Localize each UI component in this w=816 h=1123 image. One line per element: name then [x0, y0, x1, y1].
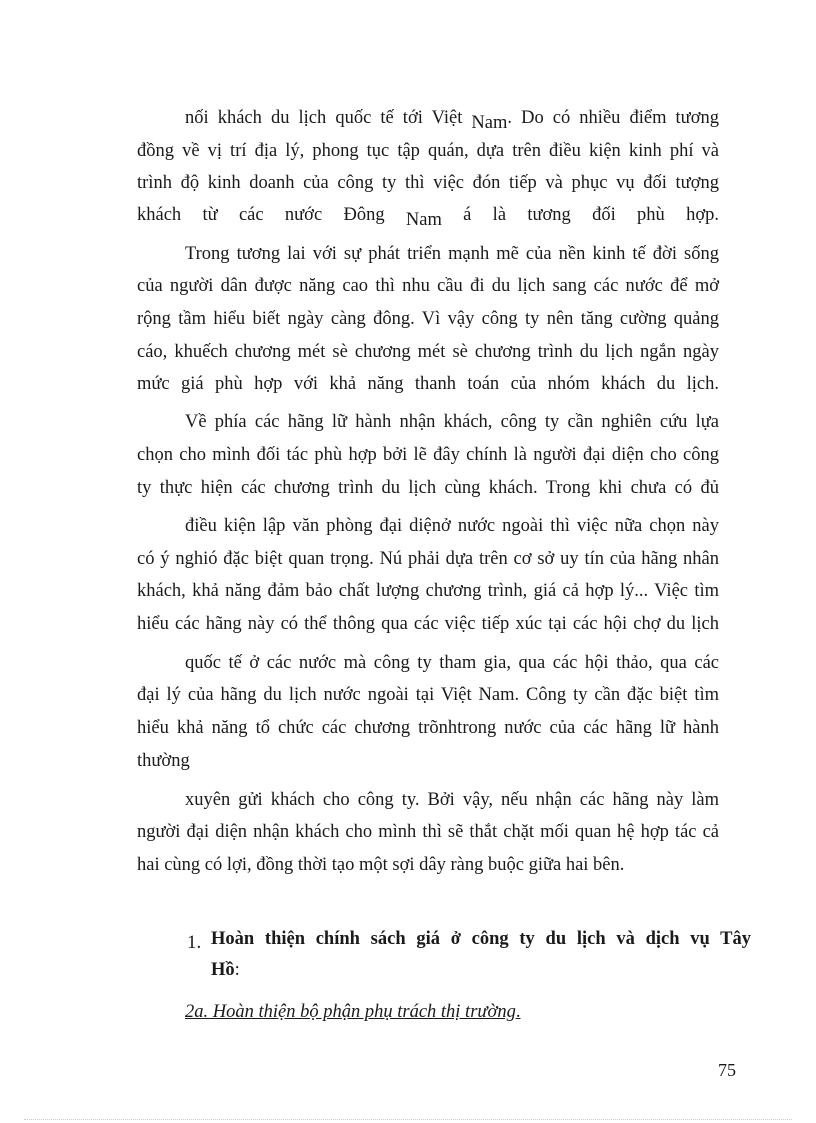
body-line: mức giá phù hợp với khả năng thanh toán của nhóm khách du lịch. — [137, 374, 719, 394]
body-line: ty thực hiện các chương trình du lịch cùng khách. Trong khi chưa có đủ — [137, 478, 719, 498]
body-line: quốc tế ở các nước mà công ty tham gia, qua các hội thảo, qua các — [185, 653, 719, 673]
section-heading-cont: Hồ: — [211, 960, 240, 980]
footer-divider — [24, 1119, 792, 1120]
body-line: thường — [137, 751, 190, 771]
body-line: nối khách du lịch quốc tế tới Việt Nam. Do có nhiều điểm tương — [185, 108, 719, 133]
page-number: 75 — [718, 1060, 736, 1080]
sub-heading: 2a. Hoàn thiện bộ phận phụ trách thị trường. — [185, 1002, 521, 1022]
body-line: đại lý của hãng du lịch nước ngoài tại Việt Nam. Công ty cần đặc biệt tìm — [137, 685, 719, 705]
body-line: có ý nghió đặc biệt quan trọng. Nú phải dựa trên cơ sở uy tín của hãng nhân — [137, 549, 719, 569]
body-line: cáo, khuếch chương mét sè chương mét sè chương trình du lịch ngắn ngày — [137, 342, 719, 362]
heading-number: 1. — [187, 932, 202, 953]
body-line: khách, khả năng đảm bảo chất lượng chương trình, giá cả hợp lý... Việc tìm — [137, 581, 719, 601]
body-line: điều kiện lập văn phòng đại diệnở nước ngoài thì việc nữa chọn này — [185, 516, 719, 536]
body-line: khách từ các nước Đông Nam á là tương đối phù hợp. — [137, 205, 720, 230]
section-heading: Hoàn thiện chính sách giá ở công ty du lịch và dịch vụ Tây — [211, 929, 751, 949]
body-line: hiểu các hãng này có thể thông qua các việc tiếp xúc tại các hội chợ du lịch — [137, 614, 719, 634]
body-line: đồng về vị trí địa lý, phong tục tập quán, dựa trên điều kiện kinh phí và — [137, 141, 719, 161]
body-line: Về phía các hãng lữ hành nhận khách, công ty cần nghiên cứu lựa — [185, 412, 719, 432]
body-line: người đại diện nhận khách cho mình thì sẽ thắt chặt mối quan hệ hợp tác cả — [137, 822, 719, 842]
body-line: xuyên gửi khách cho công ty. Bởi vậy, nếu nhận các hãng này làm — [185, 790, 719, 810]
body-line: của người dân được năng cao thì nhu cầu đi du lịch sang các nước để mở — [137, 276, 719, 296]
body-line: rộng tầm hiểu biết ngày càng đông. Vì vậy công ty nên tăng cường quảng — [137, 309, 719, 329]
body-line: Trong tương lai với sự phát triển mạnh mẽ của nền kinh tế đời sống — [185, 244, 719, 264]
body-line: hai cùng có lợi, đồng thời tạo một sợi dây ràng buộc giữa hai bên. — [137, 855, 625, 875]
body-line: trình độ kinh doanh của công ty thì việc đón tiếp và phục vụ đối tượng — [137, 173, 719, 193]
body-line: chọn cho mình đối tác phù hợp bởi lẽ đây chính là người đại diện cho công — [137, 445, 719, 465]
body-line: hiểu khả năng tổ chức các chương trõnhtrong nước của các hãng lữ hành — [137, 718, 719, 738]
